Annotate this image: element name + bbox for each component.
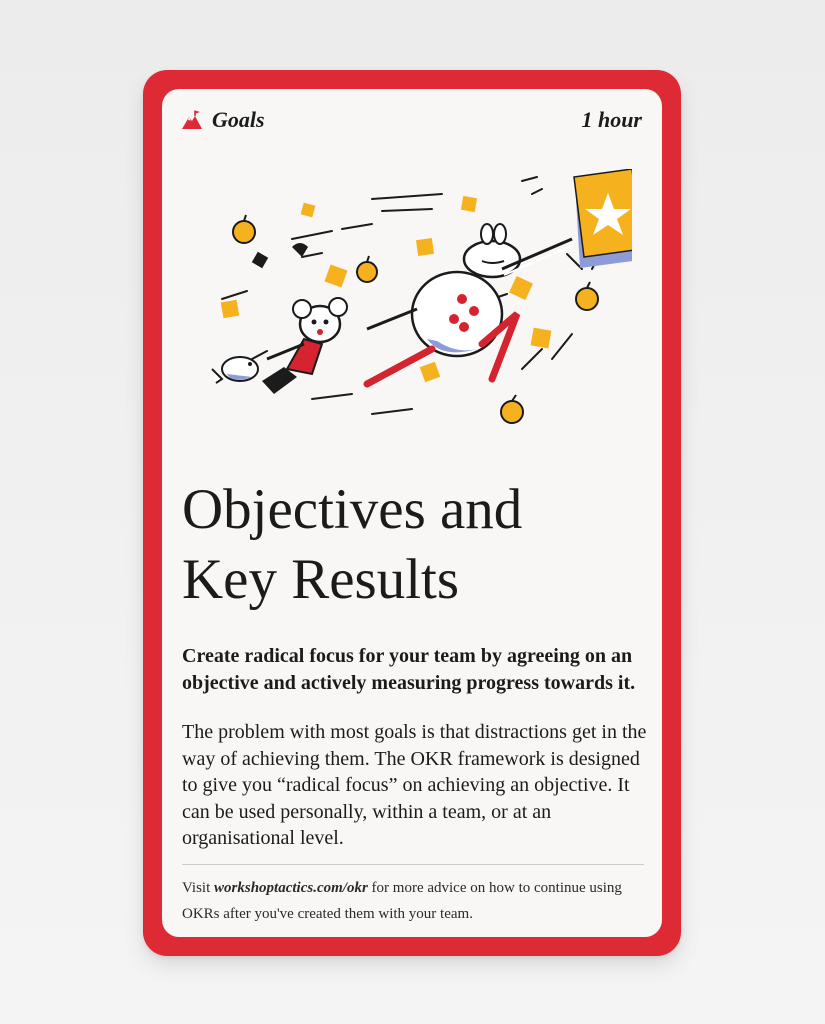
footer-prefix: Visit (182, 880, 215, 896)
divider (182, 864, 644, 865)
characters-chasing-star-illustration (192, 169, 632, 439)
duration-label: 1 hour (581, 107, 642, 132)
card-title (182, 475, 652, 615)
footer-link[interactable]: workshoptactics.com/okr (214, 880, 368, 896)
method-card (143, 70, 681, 956)
card-summary: Create radical focus for your team by agreeing on an objective and actively measuring progress towards it. (182, 645, 636, 694)
title-line-1: Objectives and (182, 478, 523, 541)
card-description: The problem with most goals is that distractions get in the way of achieving them. The OKR framework is designed to give you “radical focus” on achieving an objective. It can be used personally, within a team, or at an organisational level. (182, 721, 647, 849)
mountain-flag-icon (181, 110, 203, 130)
card-face (162, 89, 662, 937)
footer-suffix: for more advice on how to continue using OKRs after you've created them with your team. (182, 880, 622, 922)
category-label: Goals (212, 107, 265, 132)
card-footer (182, 875, 652, 927)
card-category (181, 107, 265, 133)
title-line-2: Key Results (182, 548, 460, 611)
